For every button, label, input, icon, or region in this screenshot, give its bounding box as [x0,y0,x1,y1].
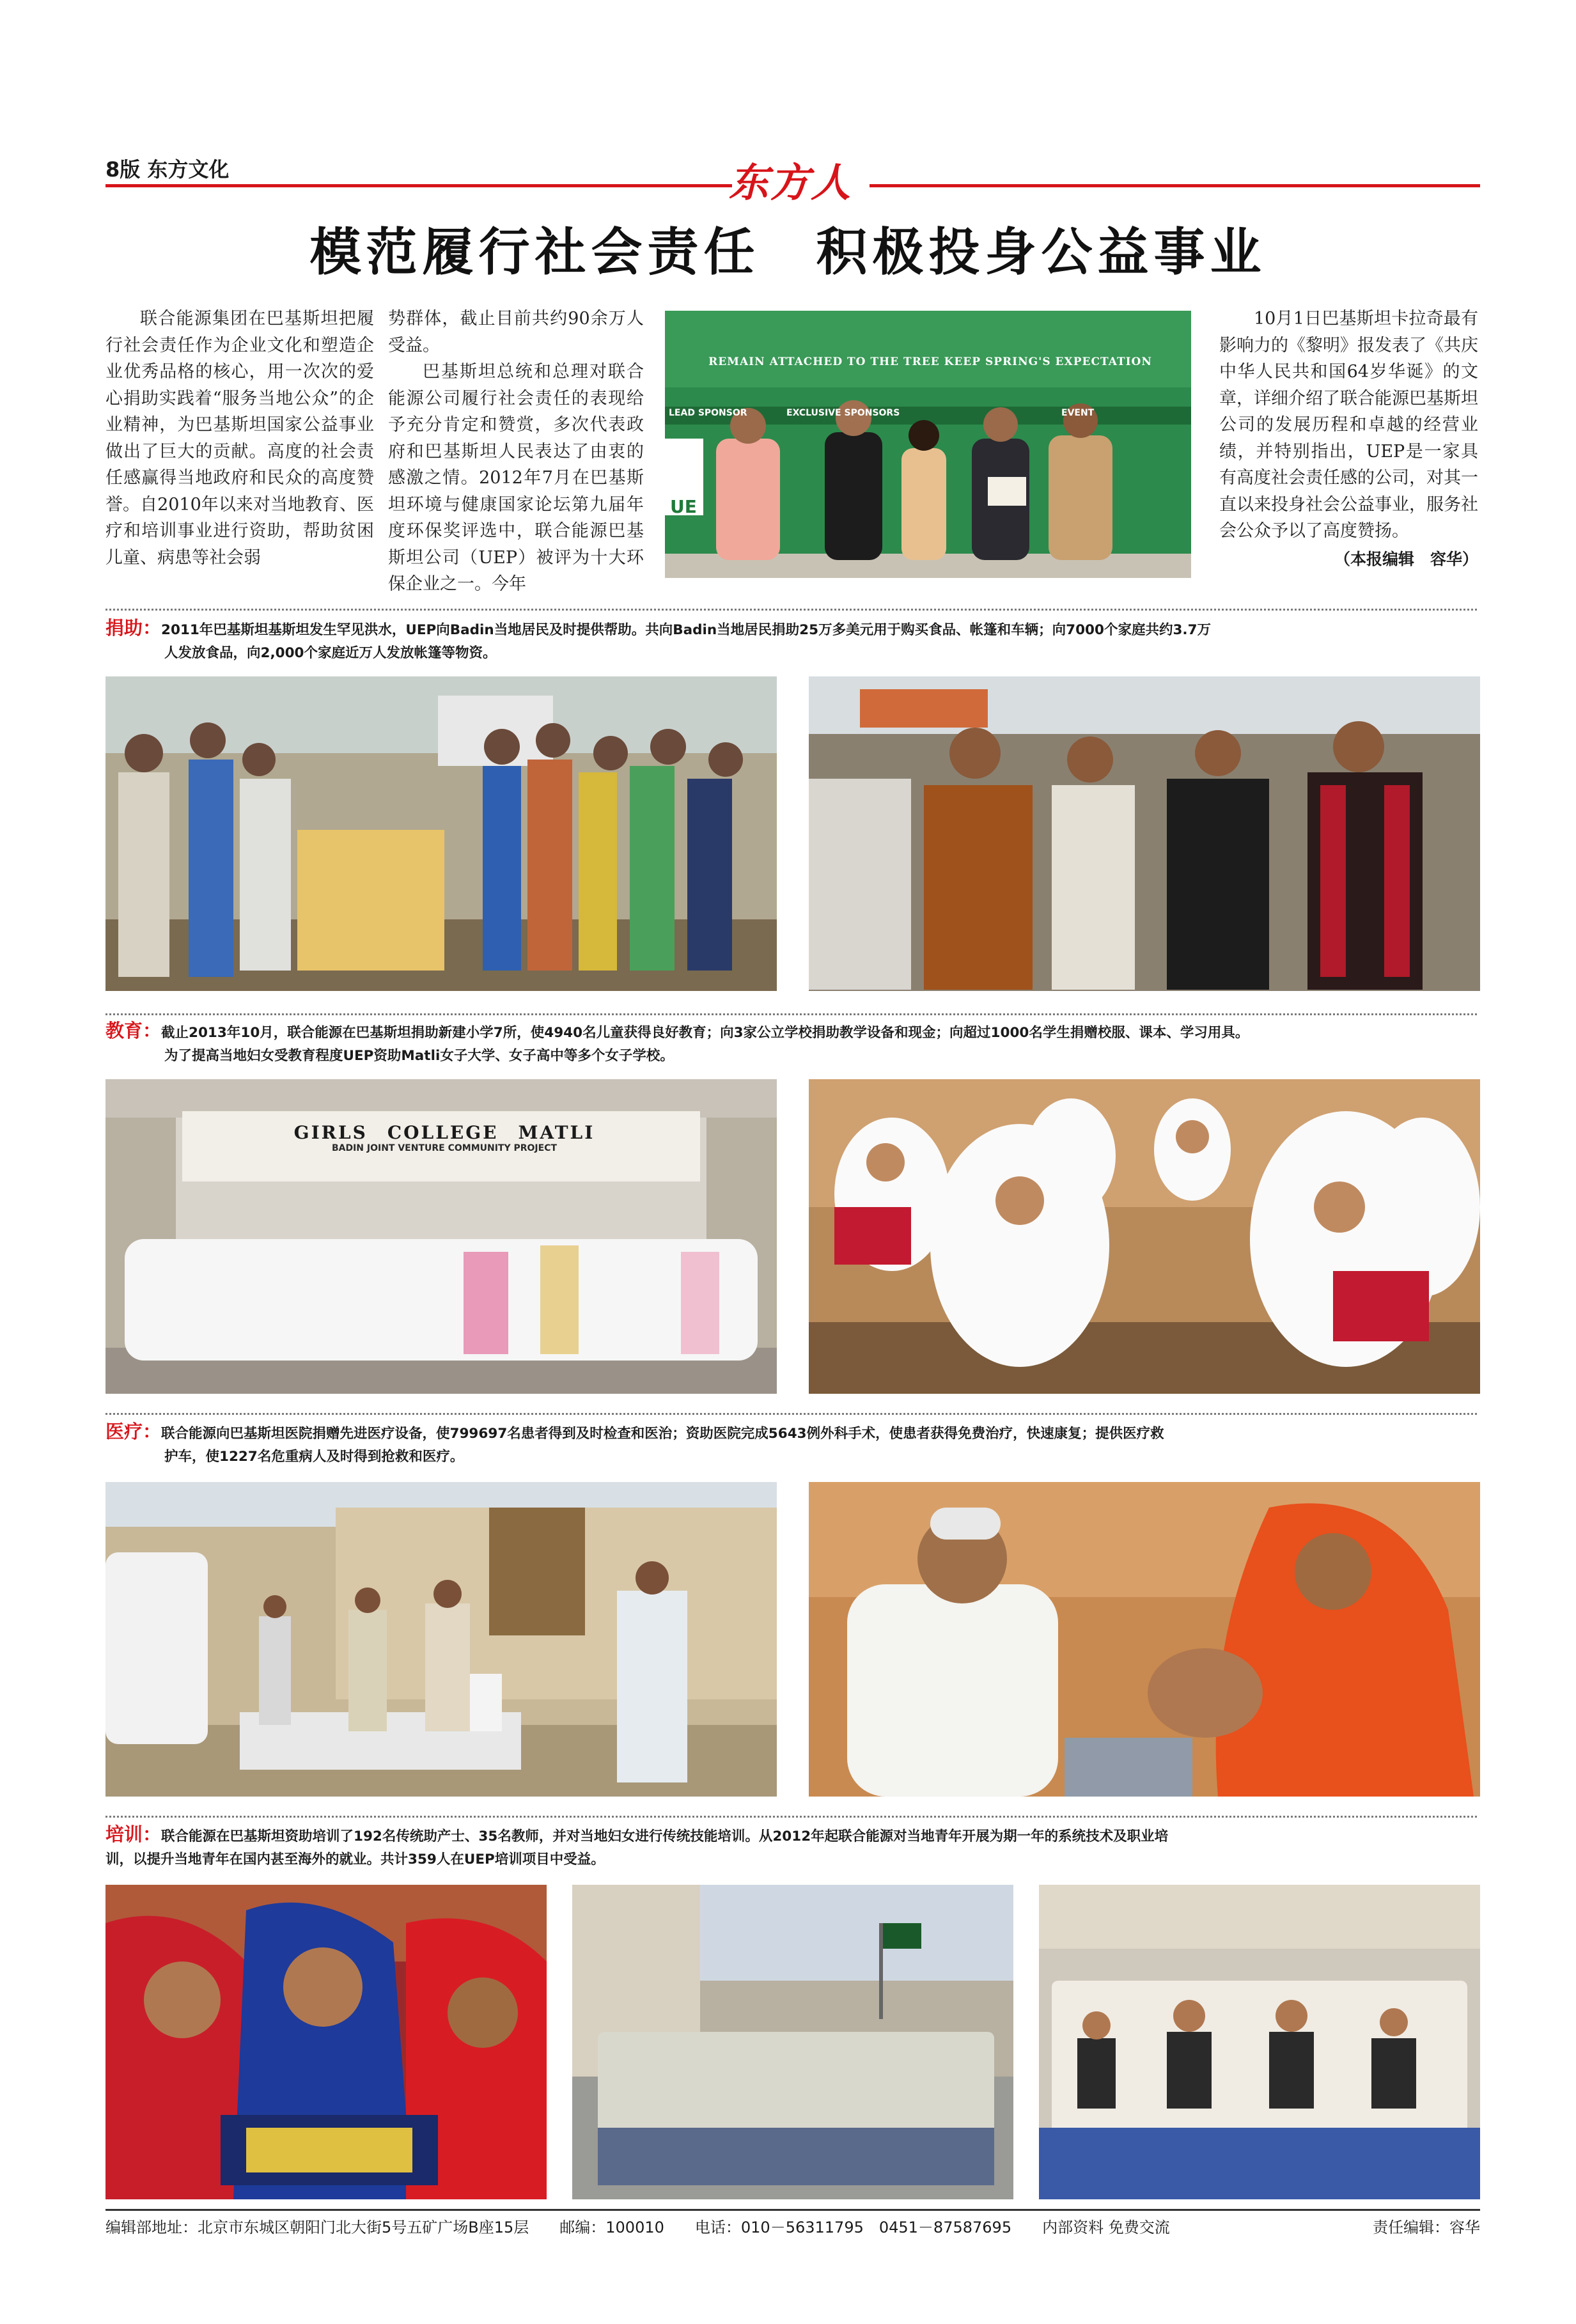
sponsor-label-exclusive: EXCLUSIVE SPONSORS [786,408,900,418]
masthead-logo: 东方人 [729,159,852,206]
footer-address: 编辑部地址：北京市东城区朝阳门北大街5号五矿广场B座15层 邮编：100010 电话：010－56311795 0451－87587695 内部资料 免费交流 [105,2219,1170,2236]
editor-credit: （本报编辑 容华） [1334,549,1478,568]
intro-column-2 [388,306,644,598]
header-rule-right [870,184,1480,187]
training-caption-line-1 [105,1823,1480,1848]
training-label: 培训： [105,1823,162,1845]
donation-caption-line-1 [105,616,1480,642]
sponsor-label-event: EVENT [1061,408,1095,418]
education-label: 教育： [105,1020,162,1041]
medical-label: 医疗： [105,1421,162,1442]
medical-equipment-donation-photo [105,1482,777,1797]
sponsor-label-lead: LEAD SPONSOR [669,408,747,418]
divider-2 [105,1013,1477,1015]
award-banner-text: REMAIN ATTACHED TO THE TREE KEEP SPRING'S EXPECTATION [708,355,1152,368]
page-label: 8版 东方文化 [105,157,230,182]
divider-4 [105,1816,1477,1818]
footer-editor: 责任编辑：容华 [1373,2219,1480,2236]
education-caption-line-2 [105,1044,1539,1068]
women-embroidery-photo [105,1885,547,2199]
medical-text-2: 护车，使1227名危重病人及时得到抢救和医疗。 [164,1449,464,1465]
medical-caption-line-1 [105,1420,1480,1446]
medical-text-1: 联合能源向巴基斯坦医院捐赠先进医疗设备，使799697名患者得到及时检查和医治；资助医院完成5643例外科手术，使患者获得免费治疗，快速康复；提供医疗救 [161,1426,1164,1442]
education-text-1: 截止2013年10月，联合能源在巴基斯坦捐助新建小学7所，使4940名儿童获得良好教育；向3家公立学校捐助教学设备和现金；向超过1000名学生捐赠校服、课本、学习用具。 [161,1025,1249,1041]
donation-text-2: 人发放食品，向2,000个家庭近万人发放帐篷等物资。 [164,645,497,661]
footer-rule [105,2209,1480,2211]
intro-paragraph-4: 10月1日巴基斯坦卡拉奇最有影响力的《黎明》报发表了《共庆中华人民共和国64岁华诞》的文章，详细介绍了联合能源巴基斯坦公司的发展历程和卓越的经营业绩，并特别指出，UEP是一家具有高度社会责任感的公司，对其一直以来投身社会公益事业，服务社会公众予以了高度赞扬。 [1219,309,1478,541]
intro-paragraph-3: 巴基斯坦总统和总理对联合能源公司履行社会责任的表现给予充分肯定和赞赏，多次代表政府和巴基斯坦人民表达了由衷的感激之情。2012年7月在巴基斯坦环境与健康国家论坛第九届年度环保奖评选中，联合能源巴基斯坦公司（UEP）被评为十大环保企业之一。今年 [388,362,644,594]
donation-caption-line-2 [105,641,1539,665]
award-ceremony-photo [665,311,1191,578]
donation-text-1: 2011年巴基斯坦基斯坦发生罕见洪水，UEP向Badin当地居民及时提供帮助。共向Badin当地居民捐助25万多美元用于购买食品、帐篷和车辆；向7000个家庭共约3.7万 [161,622,1212,638]
doctor-examining-child-photo [809,1482,1480,1797]
medical-caption-line-2 [105,1445,1539,1469]
education-caption-line-1 [105,1019,1480,1045]
college-sign-subtitle: BADIN JOINT VENTURE COMMUNITY PROJECT [331,1143,558,1153]
training-text-2: 训，以提升当地青年在国内甚至海外的就业。共计359人在UEP培训项目中受益。 [105,1852,605,1868]
page-title: 模范履行社会责任 积极投身公益事业 [309,222,1267,282]
divider-1 [105,609,1477,611]
intro-column-1 [105,306,374,571]
intro-paragraph-2: 势群体，截止目前共约90余万人受益。 [388,309,644,355]
donation-label: 捐助： [105,617,162,639]
flood-relief-crowd-photo [105,676,777,991]
intro-paragraph-1: 联合能源集团在巴基斯坦把履行社会责任作为企业文化和塑造企业优秀品格的核心，用一次次的爱心捐助实践着“服务当地公众”的企业精神，为巴基斯坦国家公益事业做出了巨大的贡献。高度的社会责任感赢得当地政府和民众的高度赞誉。自2010年以来对当地教育、医疗和培训事业进行资助，帮助贫困儿童、病患等社会弱 [105,309,374,568]
education-text-2: 为了提高当地妇女受教育程度UEP资助Matli女子大学、女子高中等多个女子学校。 [164,1048,674,1064]
uep-logo-text: UE [670,496,697,517]
flood-relief-prayer-photo [809,676,1480,991]
girls-college-group-photo [105,1079,777,1394]
training-caption-line-2 [105,1848,1480,1871]
divider-3 [105,1413,1477,1415]
students-writing-photo [809,1079,1480,1394]
header-rule-left [105,184,732,187]
college-sign-title: GIRLS COLLEGE MATLI [293,1122,595,1143]
training-text-1: 联合能源在巴基斯坦资助培训了192名传统助产士、35名教师，并对当地妇女进行传统技能培训。从2012年起联合能源对当地青年开展为期一年的系统技术及职业培 [161,1829,1169,1844]
trainees-parade-photo [572,1885,1013,2199]
intro-column-3 [1219,306,1478,572]
vocational-classroom-photo [1039,1885,1480,2199]
